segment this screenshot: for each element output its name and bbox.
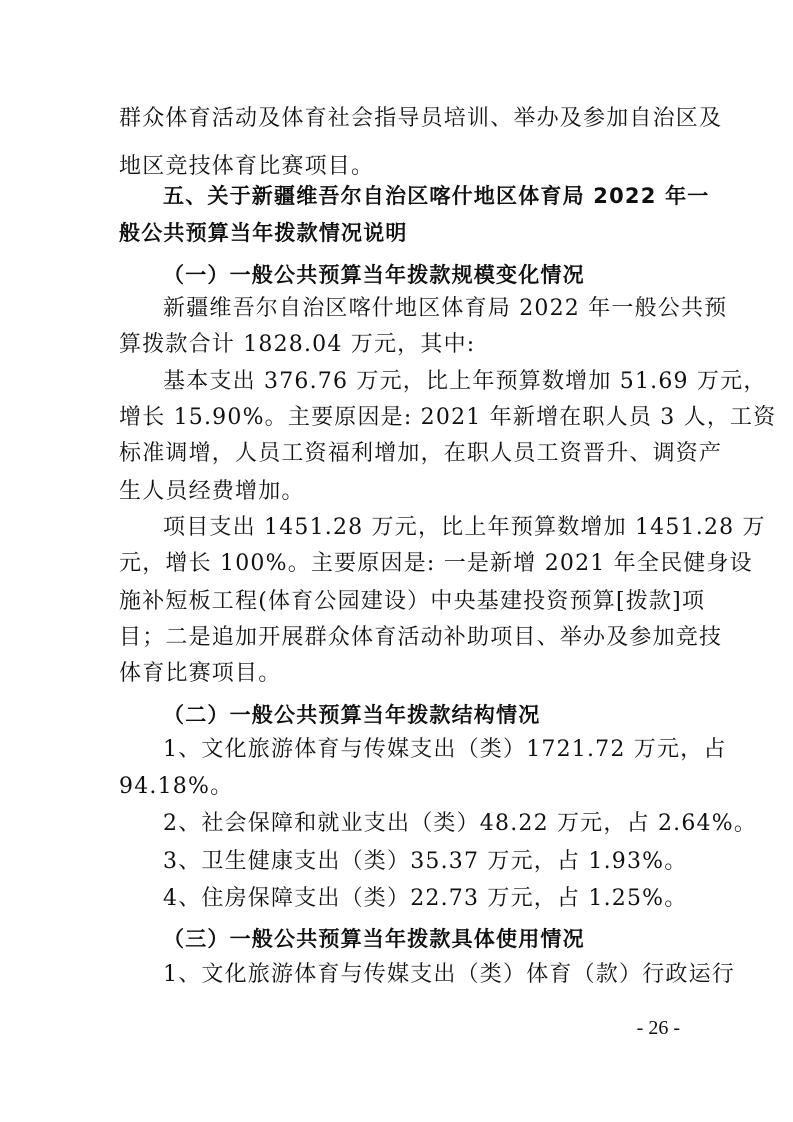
body-text-line: 3、卫生健康支出（类）35.37 万元，占 1.93%。 xyxy=(163,849,688,874)
body-text-line: 施补短板工程(体育公园建设）中央基建投资预算[拨款]项 xyxy=(119,589,706,614)
body-text-line: 体育比赛项目。 xyxy=(119,661,282,686)
subsection-heading: （二）一般公共预算当年拨款结构情况 xyxy=(163,703,541,727)
body-text-line: 群众体育活动及体育社会指导员培训、举办及参加自治区及 xyxy=(119,106,723,131)
body-text-line: 增长 15.90%。主要原因是: 2021 年新增在职人员 3 人，工资 xyxy=(119,405,777,430)
body-text-line: 项目支出 1451.28 万元，比上年预算数增加 1451.28 万 xyxy=(163,515,766,540)
body-text-line: 元，增长 100%。主要原因是: 一是新增 2021 年全民健身设 xyxy=(119,551,753,576)
body-text-line: 2、社会保障和就业支出（类）48.22 万元，占 2.64%。 xyxy=(163,811,758,836)
body-text-line: 1、文化旅游体育与传媒支出（类）体育（款）行政运行 xyxy=(163,962,735,987)
body-text-line: 目；二是追加开展群众体育活动补助项目、举办及参加竞技 xyxy=(119,625,723,650)
body-text-line: 算拨款合计 1828.04 万元，其中: xyxy=(119,332,476,357)
body-text-line: 94.18%。 xyxy=(119,774,234,799)
body-text-line: 地区竞技体育比赛项目。 xyxy=(119,154,375,179)
body-text-line: 4、住房保障支出（类）22.73 万元，占 1.25%。 xyxy=(163,886,688,911)
section-heading-line: 般公共预算当年拨款情况说明 xyxy=(119,221,408,245)
page-number: - 26 - xyxy=(636,1017,680,1039)
body-text-line: 1、文化旅游体育与传媒支出（类）1721.72 万元，占 xyxy=(163,737,727,762)
body-text-line: 生人员经费增加。 xyxy=(119,479,305,504)
subsection-heading: （一）一般公共预算当年拨款规模变化情况 xyxy=(163,263,585,287)
body-text-line: 基本支出 376.76 万元，比上年预算数增加 51.69 万元， xyxy=(163,369,767,394)
body-text-line: 标准调增，人员工资福利增加，在职人员工资晋升、调资产 xyxy=(119,441,723,466)
subsection-heading: （三）一般公共预算当年拨款具体使用情况 xyxy=(163,927,585,951)
body-text-line: 新疆维吾尔自治区喀什地区体育局 2022 年一般公共预 xyxy=(163,296,728,321)
section-heading-line: 五、关于新疆维吾尔自治区喀什地区体育局 2022 年一 xyxy=(163,184,710,208)
